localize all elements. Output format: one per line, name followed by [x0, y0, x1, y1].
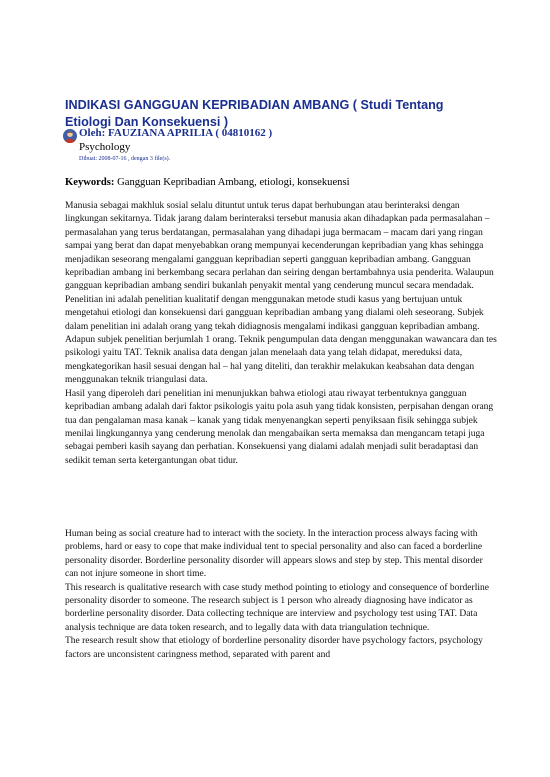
- posted-date: Dibuat: 2008-07-16 , dengan 3 file(s).: [79, 156, 171, 162]
- abstract-paragraph: Manusia sebagai makhluk sosial selalu dituntut untuk terus dapat berhubungan atau berinteraksi dengan lingkungan sekitarnya. Tidak jarang dalam berinteraksi tersebut manusia akan dihadapkan pada permasalahan – permasalahan yang terus berdatangan, permasalahan yang dihadapi juga bermacam – macam dari yang ringan sampai yang berat dan dapat menyebabkan orang mempunyai kecenderungan kepribadian yang khas sehingga menjadikan seseorang mengalami gangguan kepribadian seperti gangguan kepribadian ambang. Gangguan kepribadian ambang ini berkembang secara perlahan dan seiring dengan bertambahnya usia penderita. Walaupun gangguan kepribadian ambang sendiri bukanlah penyakit mental yang cenderung muncul secara mendadak.: [65, 201, 494, 292]
- abstract-indonesian: [65, 200, 497, 468]
- keywords-label: Keywords:: [65, 177, 115, 188]
- abstract-paragraph: Human being as social creature had to interact with the society. In the interaction process always facing with problems, hard or easy to cope that make individual tent to special personality and also can faced a borderline personality disorder. Borderline personality disorder will appears slows and step by step. This mental disorder can not injure someone in short time.: [65, 529, 483, 580]
- abstract-paragraph: Hasil yang diperoleh dari penelitian ini menunjukkan bahwa etiologi atau riwayat terbentuknya gangguan kepribadian ambang adalah dari faktor psikologis yaitu pola asuh yang tidak konsisten, perpisahan dengan orang tua dan pengalaman masa kanak – kanak yang tidak menyenangkan seperti penyiksaan fisik sehingga subjek menilai lingkungannya yang cenderung menolak dan mengabaikan serta memaksa dan mengancam tetapi juga sebagai pemberi kasih sayang dan perhatian. Konsekuensi yang dialami adalah menjadi sulit beradaptasi dan sedikit teman serta ketergantungan obat tidur.: [65, 388, 494, 466]
- document-title: INDIKASI GANGGUAN KEPRIBADIAN AMBANG ( Studi Tentang Etiologi Dan Konsekuensi ): [65, 98, 444, 129]
- keywords-text: Gangguan Kepribadian Ambang, etiologi, konsekuensi: [114, 177, 350, 188]
- abstract-paragraph: Penelitian ini adalah penelitian kualitatif dengan menggunakan metode studi kasus yang bertujuan untuk mengetahui etiologi dan konsekuensi dari gangguan kepribadian ambang yang dialami oleh seseorang. Subjek dalam penelitian ini adalah orang yang tekah didiagnosis mengalami indikasi gangguan kepribadian ambang. Adapun subjek penelitian berjumlah 1 orang. Teknik pengumpulan data dengan menggunakan wawancara dan tes psikologi yaitu TAT. Teknik analisa data dengan jalan menelaah data yang telah didapat, mereduksi data, mengkategorikan hasil sesuai dengan hal – hal yang diteliti, dan terakhir melakukan keabsahan data dengan menggunakan teknik triangulasi data.: [65, 294, 497, 386]
- keywords-line: [65, 177, 495, 188]
- abstract-paragraph: The research result show that etiology of borderline personality disorder have psychology factors, psychology factors are unconsistent caringness method, separated with parent and: [65, 636, 483, 660]
- abstract-paragraph: This research is qualitative research with case study method pointing to etiology and consequence of borderline personality disorder to someone. The research subject is 1 person who already diagnosing have indicator as borderline personality disorder. Data collecting technique are interview and psychology test using TAT. Data analysis technique are data token research, and to legally data with data triangulation technique.: [65, 582, 489, 633]
- category-label: Psychology: [79, 141, 131, 153]
- author-name[interactable]: Oleh: FAUZIANA APRILIA ( 04810162 ): [79, 127, 273, 139]
- user-avatar-icon: [63, 129, 77, 143]
- abstract-english: [65, 528, 497, 662]
